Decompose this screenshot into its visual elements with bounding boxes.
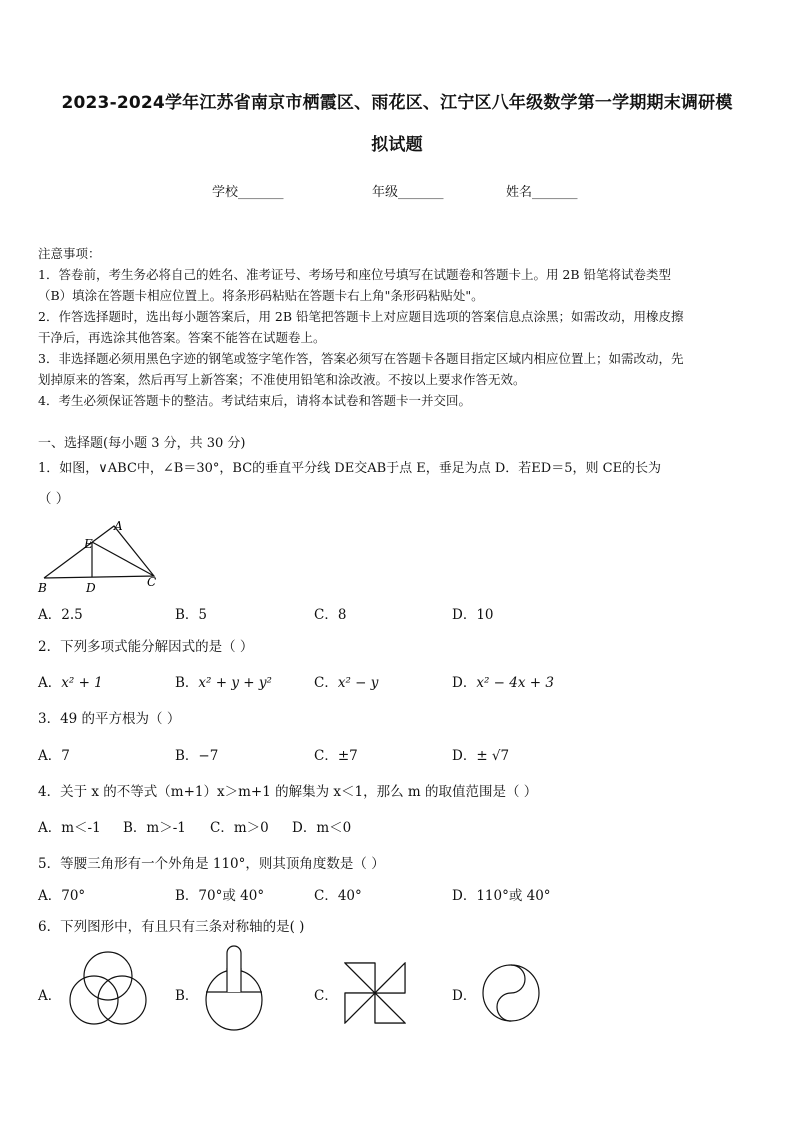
exam-title-line2: 拟试题 (371, 135, 423, 155)
question-3-stem: 3．49 的平方根为（ ） (38, 711, 181, 727)
notice-line: 1．答卷前，考生务必将自己的姓名、准考证号、考场号和座位号填写在试题卷和答题卡上。用 2B 铅笔将试卷类型 (38, 267, 672, 282)
yin-yang-figure (480, 962, 542, 1024)
point-label-d: D (86, 581, 96, 595)
grade-field: 年级_______ (372, 185, 444, 200)
q4-option-b: B．m＞-1 (123, 820, 186, 836)
q5-option-b: B．70°或 40° (175, 888, 265, 904)
notice-line: （B）填涂在答题卡相应位置上。将条形码粘贴在答题卡右上角"条形码粘贴处"。 (38, 288, 484, 303)
point-label-e: E (84, 537, 93, 551)
paddle-figure (200, 942, 270, 1036)
question-6-stem: 6．下列图形中，有且只有三条对称轴的是( ) (38, 919, 305, 935)
triangle-figure (30, 518, 170, 598)
question-2-stem: 2．下列多项式能分解因式的是（ ） (38, 639, 254, 655)
q3-option-c: C．±7 (314, 748, 358, 764)
question-5-stem: 5．等腰三角形有一个外角是 110°，则其顶角度数是（ ） (38, 856, 385, 872)
q1-option-a: A．2.5 (38, 607, 83, 623)
notice-heading: 注意事项： (38, 246, 101, 261)
school-field: 学校_______ (212, 185, 284, 200)
q2-option-a: A．x² + 1 (38, 675, 103, 691)
notice-line: 4．考生必须保证答题卡的整洁。考试结束后，请将本试卷和答题卡一并交回。 (38, 393, 471, 408)
exam-title-line1: 2023-2024学年江苏省南京市栖霞区、雨花区、江宁区八年级数学第一学期期末调研模 (61, 93, 733, 113)
q6-option-d: D． (452, 988, 477, 1004)
question-4-stem: 4．关于 x 的不等式（m+1）x＞m+1 的解集为 x＜1，那么 m 的取值范围是（ ） (38, 784, 538, 800)
point-label-b: B (38, 581, 47, 595)
q6-option-a: A． (38, 988, 62, 1004)
pinwheel-figure (344, 962, 406, 1024)
q4-option-c: C．m＞0 (210, 820, 269, 836)
q5-option-d: D．110°或 40° (452, 888, 551, 904)
q3-option-b: B．−7 (175, 748, 219, 764)
q2-option-d: D．x² − 4x + 3 (452, 675, 554, 691)
notice-line: 干净后，再选涂其他答案。答案不能答在试题卷上。 (38, 330, 326, 345)
notice-block (38, 243, 758, 411)
section-heading: 一、选择题(每小题 3 分，共 30 分) (38, 436, 246, 451)
point-label-a: A (114, 519, 123, 533)
notice-line: 3．非选择题必须用黑色字迹的钢笔或签字笔作答，答案必须写在答题卡各题目指定区域内相应位置上；如需改动，先 (38, 351, 684, 366)
q1-option-b: B．5 (175, 607, 208, 623)
q3-option-d: D．± √7 (452, 748, 510, 764)
question-1-stem: 1．如图，∨ABC中，∠B＝30°，BC的垂直平分线 DE交AB于点 E，垂足为点 D．若ED＝5，则 CE的长为 (38, 461, 662, 476)
q6-option-c: C． (314, 988, 338, 1004)
q4-option-a: A．m＜-1 (38, 820, 101, 836)
q1-option-d: D．10 (452, 607, 494, 623)
notice-line: 2．作答选择题时，选出每小题答案后，用 2B 铅笔把答题卡上对应题目选项的答案信息点涂黑；如需改动，用橡皮擦 (38, 309, 684, 324)
q3-option-a: A．7 (38, 748, 70, 764)
q2-option-c: C．x² − y (314, 675, 379, 691)
question-1-paren: （ ） (38, 491, 70, 507)
q2-option-b: B．x² + y + y² (175, 675, 272, 691)
name-field: 姓名_______ (506, 185, 578, 200)
q5-option-c: C．40° (314, 888, 362, 904)
notice-line: 划掉原来的答案，然后再写上新答案；不准使用铅笔和涂改液。不按以上要求作答无效。 (38, 372, 526, 387)
point-label-c: C (147, 575, 157, 589)
q6-option-b: B． (175, 988, 199, 1004)
q1-option-c: C．8 (314, 607, 347, 623)
q5-option-a: A．70° (38, 888, 86, 904)
three-circles-figure (66, 946, 150, 1034)
q4-option-d: D．m＜0 (292, 820, 352, 836)
